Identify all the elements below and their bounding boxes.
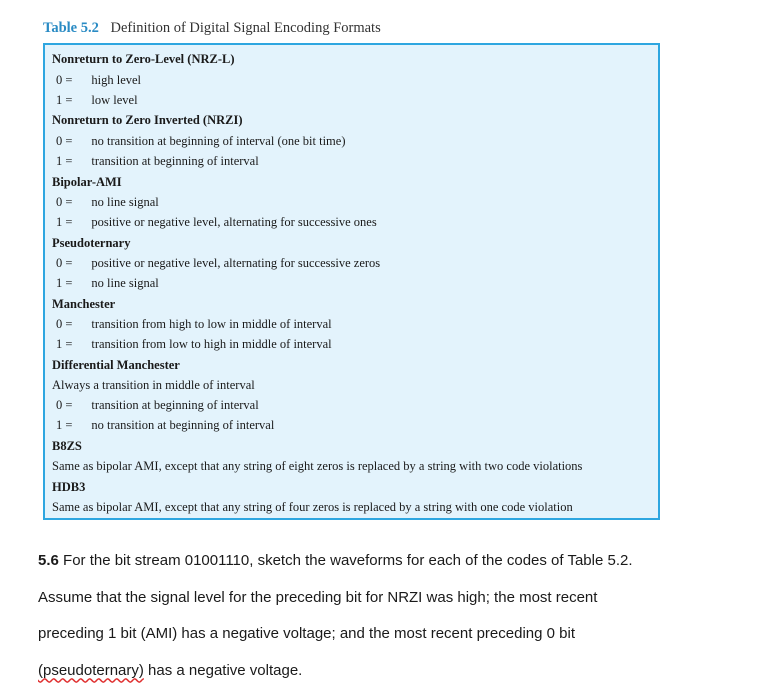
heading-pseudoternary: Pseudoternary [52,236,130,251]
def-manchester-1: 1 = transition from low to high in middle of interval [56,337,332,352]
problem-statement [38,549,738,695]
heading-b8zs: B8ZS [52,439,82,454]
def-manchester-0: 0 = transition from high to low in middle of interval [56,317,332,332]
def-pseudoternary-0: 0 = positive or negative level, alternating for successive zeros [56,256,380,271]
problem-line-4: (pseudoternary) has a negative voltage. [38,659,738,695]
problem-number: 5.6 [38,552,59,569]
def-diff-manchester-0: 0 = transition at beginning of interval [56,398,259,413]
heading-differential-manchester: Differential Manchester [52,358,180,373]
note-hdb3: Same as bipolar AMI, except that any string of four zeros is replaced by a string with one code violation [52,500,573,515]
heading-hdb3: HDB3 [52,480,85,495]
note-b8zs: Same as bipolar AMI, except that any string of eight zeros is replaced by a string with two code violations [52,459,582,474]
def-nrz-l-0: 0 = high level [56,73,141,88]
note-differential-manchester: Always a transition in middle of interval [52,378,255,393]
heading-manchester: Manchester [52,297,115,312]
table-title: Definition of Digital Signal Encoding Formats [111,20,381,36]
problem-line-3: preceding 1 bit (AMI) has a negative voltage; and the most recent preceding 0 bit [38,622,738,659]
def-pseudoternary-1: 1 = no line signal [56,276,159,291]
def-nrzi-1: 1 = transition at beginning of interval [56,154,259,169]
heading-bipolar-ami: Bipolar-AMI [52,175,122,190]
table-caption [43,20,381,37]
encoding-definitions-table [43,43,660,520]
def-diff-manchester-1: 1 = no transition at beginning of interval [56,418,274,433]
heading-nrz-l: Nonreturn to Zero-Level (NRZ-L) [52,52,235,67]
problem-line-1: 5.6 For the bit stream 01001110, sketch the waveforms for each of the codes of Table 5.2. [38,549,738,586]
table-number: Table 5.2 [43,20,99,36]
def-ami-0: 0 = no line signal [56,195,159,210]
heading-nrzi: Nonreturn to Zero Inverted (NRZI) [52,113,243,128]
problem-line-2: Assume that the signal level for the preceding bit for NRZI was high; the most recent [38,586,738,623]
def-nrzi-0: 0 = no transition at beginning of interval (one bit time) [56,134,345,149]
def-ami-1: 1 = positive or negative level, alternating for successive ones [56,215,377,230]
spellcheck-flagged-word[interactable]: (pseudoternary) [38,662,144,679]
def-nrz-l-1: 1 = low level [56,93,138,108]
